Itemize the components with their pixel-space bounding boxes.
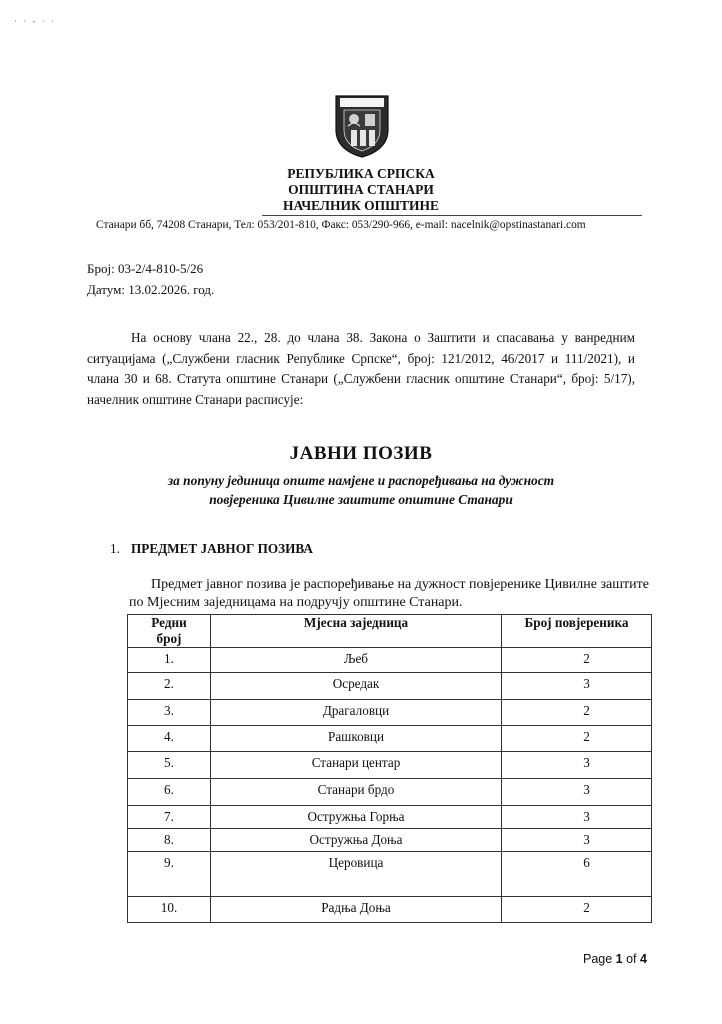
row-count: 3 [502,673,652,700]
section-paragraph: Предмет јавног позива је распоређивање на дужност повјеренике Цивилне заштите по Мјесним заједницама на подручју општине Станари. [129,577,649,610]
scan-mark: · · - · · [14,16,56,26]
row-number: 3. [128,700,211,726]
table-row [128,852,652,897]
row-community: Остружња Доња [211,829,502,852]
table-row [128,806,652,829]
table-row [128,752,652,779]
header-community: Мјесна заједница [211,615,502,648]
section-title: ПРЕДМЕТ ЈАВНОГ ПОЗИВА [131,541,313,556]
row-count: 3 [502,752,652,779]
page-prefix: Page [583,952,616,966]
table-row [128,700,652,726]
table-row [128,648,652,673]
row-number: 5. [128,752,211,779]
row-count: 2 [502,897,652,923]
header-contact: Станари бб, 74208 Станари, Тел: 053/201-810, Факс: 053/290-966, e-mail: nacelnik@opstinastanari.com [96,219,586,231]
header-ordinal-line1: Редни [151,615,187,630]
row-community: Станари центар [211,752,502,779]
row-community: Радња Доња [211,897,502,923]
page-middle: of [622,952,640,966]
page-current: 1 [615,952,623,966]
row-count: 6 [502,852,652,897]
row-number: 1. [128,648,211,673]
row-community: Љеб [211,648,502,673]
table-row [128,897,652,923]
document-date: Датум: 13.02.2026. год. [87,282,215,297]
row-number: 7. [128,806,211,829]
commissioners-table [127,614,652,923]
header-ordinal [128,615,211,648]
row-community: Осредак [211,673,502,700]
table-row [128,829,652,852]
municipality-crest-icon [334,94,390,158]
row-count: 2 [502,700,652,726]
header-municipality: ОПШТИНА СТАНАРИ [288,182,434,197]
row-count: 3 [502,779,652,806]
row-number: 6. [128,779,211,806]
header-divider [262,215,642,216]
row-community: Станари брдо [211,779,502,806]
header-ordinal-line2: број [156,631,182,646]
header-count: Број повјереника [502,615,652,648]
document-subtitle-line2: повјереника Цивилне заштите општине Станари [209,492,513,507]
row-community: Остружња Горња [211,806,502,829]
row-community: Церовица [211,852,502,897]
row-number: 10. [128,897,211,923]
document-title: ЈАВНИ ПОЗИВ [289,443,433,464]
table-row [128,779,652,806]
section-number: 1. [110,541,120,556]
page-number [583,952,647,966]
row-number: 2. [128,673,211,700]
document-number: Број: 03-2/4-810-5/26 [87,261,204,276]
row-count: 3 [502,806,652,829]
table-header-row [128,615,652,648]
row-number: 4. [128,726,211,752]
row-number: 8. [128,829,211,852]
row-count: 3 [502,829,652,852]
header-republic: РЕПУБЛИКА СРПСКА [287,166,435,181]
table-row [128,726,652,752]
row-community: Драгаловци [211,700,502,726]
intro-paragraph: На основу члана 22., 28. до члана 38. Закона о Заштити и спасавања у ванредним ситуацијама („Службени гласник Републике Српске“, број: 121/2012, 46/2017 и 111/2021), и члана 30 и 68. Статута општине Станари („Службени гласник општине Станари“, број: 5/17), начелник општине Станари расписује: [87,330,635,407]
row-community: Рашковци [211,726,502,752]
row-number: 9. [128,852,211,897]
row-count: 2 [502,648,652,673]
header-mayor: НАЧЕЛНИК ОПШТИНЕ [283,198,439,213]
document-subtitle-line1: за попуну јединица опште намјене и распоређивања на дужност [167,473,555,488]
page-total: 4 [640,952,647,966]
table-row [128,673,652,700]
row-count: 2 [502,726,652,752]
